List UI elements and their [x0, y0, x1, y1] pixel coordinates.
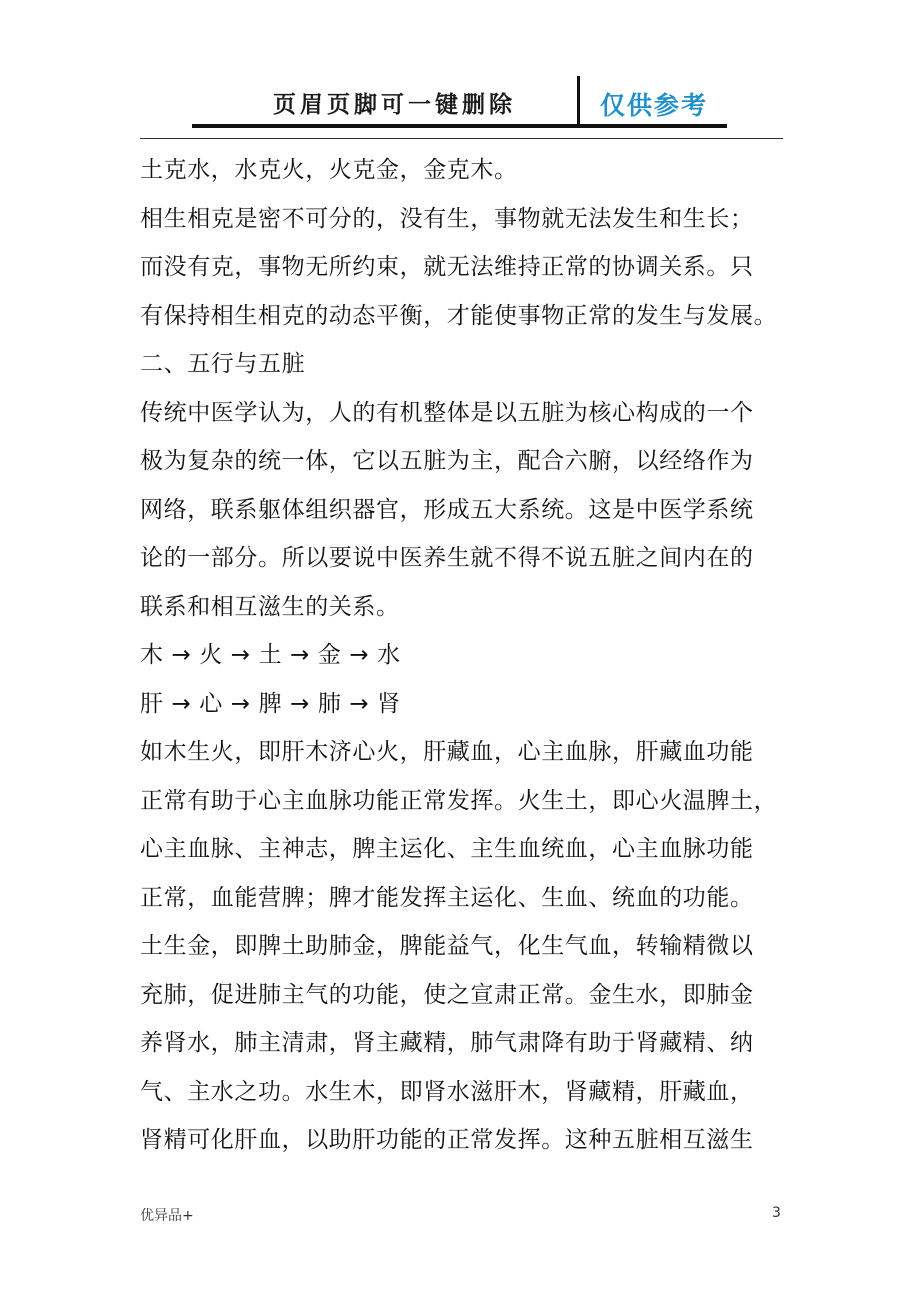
header-right-text: 仅供参考: [600, 91, 709, 120]
header-rule-thin: [140, 138, 783, 139]
organ-sequence-line: 肝 → 心 → 脾 → 肺 → 肾: [140, 690, 401, 717]
body-line: 正常有助于心主血脉功能正常发挥。火生土，即心火温脾土，: [140, 787, 778, 814]
body-line: 而没有克，事物无所约束，就无法维持正常的协调关系。只: [140, 254, 754, 280]
element-sequence-line: 木 → 火 → 土 → 金 → 水: [140, 642, 401, 668]
body-line: 心主血脉、主神志，脾主运化、主生血统血，心主血脉功能: [140, 836, 754, 862]
header-vertical-divider: [577, 76, 580, 126]
body-line: 论的一部分。所以要说中医养生就不得不说五脏之间内在的: [140, 545, 754, 571]
body-line: 极为复杂的统一体，它以五脏为主，配合六腑，以经络作为: [140, 448, 754, 474]
footer-left-text: 优异品+: [140, 1208, 194, 1224]
page-header: [0, 0, 920, 140]
document-body: [140, 146, 800, 1165]
body-line: 如木生火，即肝木济心火，肝藏血，心主血脉，肝藏血功能: [140, 739, 754, 765]
body-line: 气、主水之功。水生木，即肾水滋肝木，肾藏精，肝藏血，: [140, 1078, 754, 1105]
body-line: 网络，联系躯体组织器官，形成五大系统。这是中医学系统: [140, 496, 754, 523]
page-number: 3: [772, 1205, 781, 1221]
body-line: 有保持相生相克的动态平衡，才能使事物正常的发生与发展。: [140, 302, 778, 329]
body-line: 联系和相互滋生的关系。: [140, 593, 400, 620]
body-line: 传统中医学认为，人的有机整体是以五脏为核心构成的一个: [140, 399, 754, 426]
body-line: 肾精可化肝血，以助肝功能的正常发挥。这种五脏相互滋生: [140, 1127, 754, 1153]
header-left-text: 页眉页脚可一键删除: [273, 91, 516, 118]
body-line: 养肾水，肺主清肃，肾主藏精，肺气肃降有助于肾藏精、纳: [140, 1030, 754, 1056]
body-line: 土克水，水克火，火克金，金克木。: [140, 157, 518, 183]
body-line: 相生相克是密不可分的，没有生，事物就无法发生和生长；: [140, 205, 754, 232]
header-rule-thick: [192, 124, 727, 128]
body-line: 正常，血能营脾；脾才能发挥主运化、生血、统血的功能。: [140, 884, 754, 911]
body-line: 土生金，即脾土助肺金，脾能益气，化生气血，转输精微以: [140, 933, 754, 959]
body-line: 充肺，促进肺主气的功能，使之宣肃正常。金生水，即肺金: [140, 981, 754, 1008]
section-heading: 二、五行与五脏: [140, 351, 306, 377]
